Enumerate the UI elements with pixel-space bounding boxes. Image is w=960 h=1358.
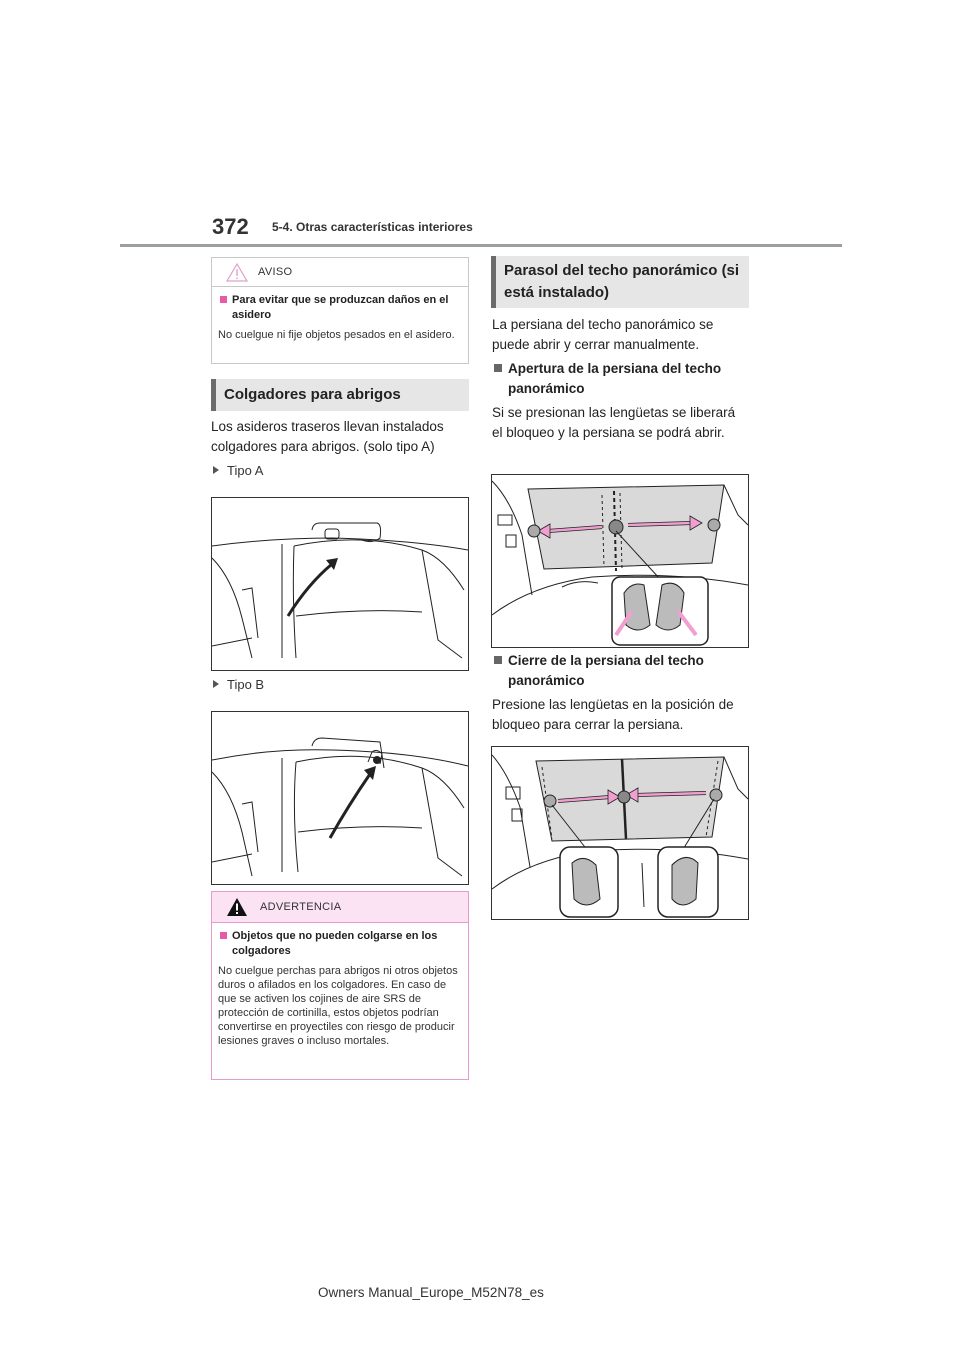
sunshade-intro: La persiana del techo panorámico se puede abrir y cerrar manualmente. <box>492 317 714 352</box>
footer-doc-id: Owners Manual_Europe_M52N78_es <box>318 1285 544 1300</box>
figure-type-a <box>211 497 469 671</box>
warning-subheading: Objetos que no pueden colgarse en los colgadores <box>218 929 462 959</box>
page-number: 372 <box>212 214 249 239</box>
type-b-label: Tipo B <box>213 677 264 692</box>
notice-text: No cuelgue ni fije objetos pesados en el asidero. <box>218 329 455 341</box>
header-rule <box>120 244 842 247</box>
warning-icon <box>226 897 248 917</box>
warning-label: ADVERTENCIA <box>260 901 342 913</box>
figure-shade-close <box>491 746 749 920</box>
type-b-illustration <box>212 712 468 884</box>
close-heading: Cierre de la persiana del techo panorámico <box>492 651 758 691</box>
shade-open-illustration <box>492 475 748 647</box>
notice-label: AVISO <box>258 266 293 278</box>
notice-subheading: Para evitar que se produzcan daños en el asidero <box>218 293 462 323</box>
sunshade-title: Parasol del techo panorámico (si está instalado) <box>491 256 749 308</box>
pointer-arrow <box>330 774 370 838</box>
coat-hooks-title: Colgadores para abrigos <box>211 379 469 411</box>
open-heading: Apertura de la persiana del techo panorámico <box>492 359 758 399</box>
open-text: Si se presionan las lengüetas se liberará el bloqueo y la persiana se podrá abrir. <box>492 405 736 440</box>
caution-icon <box>226 263 248 282</box>
warning-box <box>211 891 469 1080</box>
notice-box-header <box>212 258 468 287</box>
coat-hooks-intro: Los asideros traseros llevan instalados colgadores para abrigos. (solo tipo A) <box>211 419 444 454</box>
type-a-label: Tipo A <box>213 463 263 478</box>
pointer-arrow <box>288 564 332 616</box>
close-text: Presione las lengüetas en la posición de bloqueo para cerrar la persiana. <box>492 697 734 732</box>
figure-type-b <box>211 711 469 885</box>
notice-box <box>211 257 469 364</box>
type-a-illustration <box>212 498 468 670</box>
warning-box-header <box>212 892 468 923</box>
section-title: 5-4. Otras características interiores <box>272 220 473 234</box>
warning-text: No cuelgue perchas para abrigos ni otros objetos duros o afilados en los colgadores. En caso de que se activen los cojines de aire SRS de protección de cortinilla, estos objetos podrían convertirse en proyectiles con riesgo de producir lesiones graves o incluso mortales. <box>218 965 458 1047</box>
figure-shade-open <box>491 474 749 648</box>
shade-close-illustration <box>492 747 748 919</box>
